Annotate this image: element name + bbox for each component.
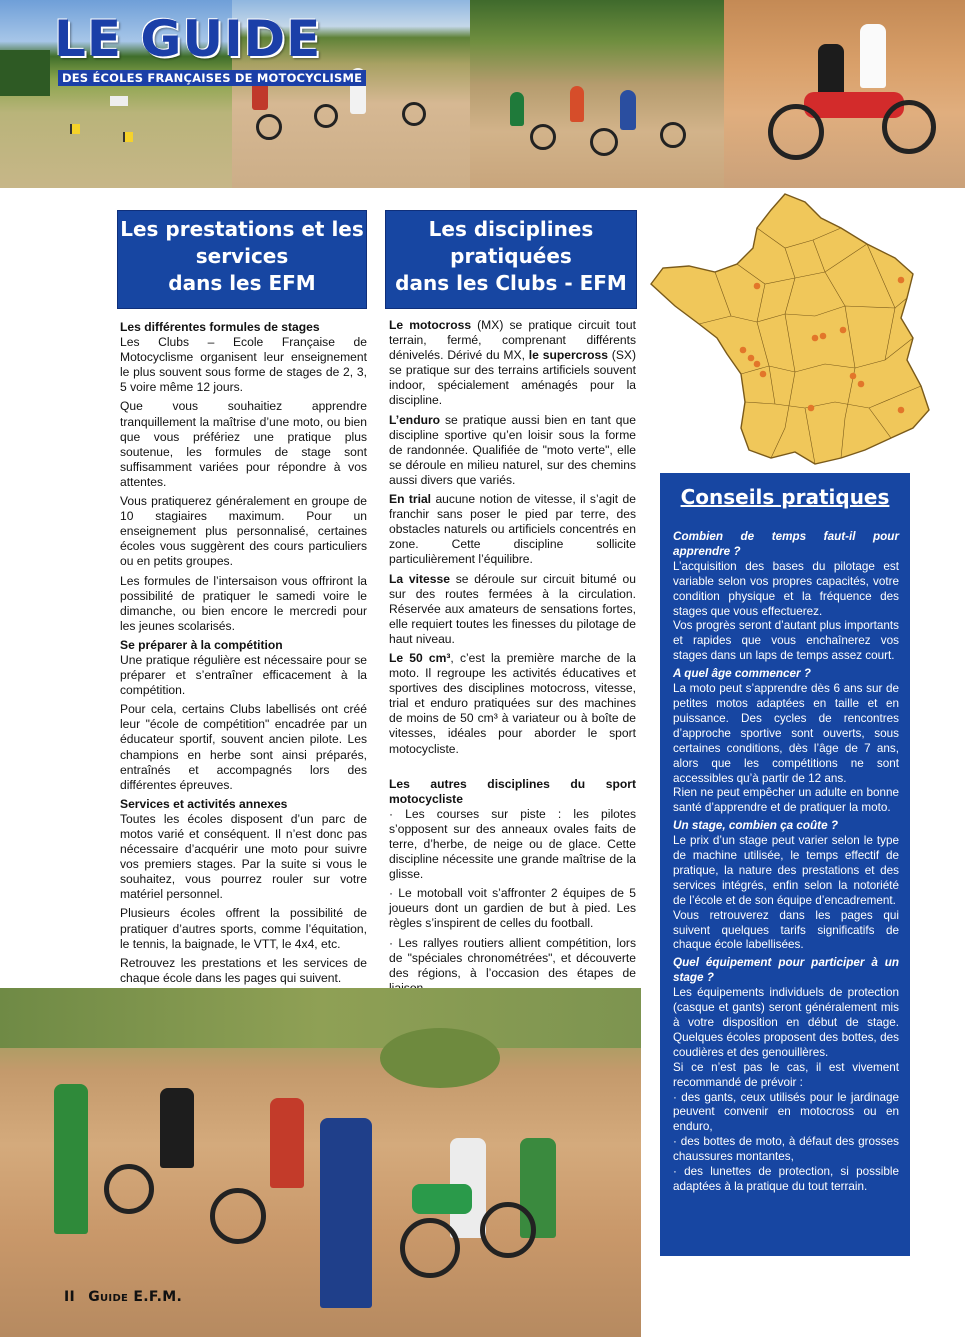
heading-line: dans les Clubs - EFM: [395, 271, 627, 295]
term: L’enduro: [389, 412, 441, 427]
section-title: Services et activités annexes: [120, 796, 288, 811]
paragraph: Pour cela, certains Clubs labellisés ont créé leur "école de compétition" encadrée par un éducateur sportif, souvent ancien pilote. Les champions en herbe sont ainsi préparés, entraînés et accompagnés lors des différentes épreuves.: [120, 702, 367, 792]
term: le supercross: [528, 348, 608, 363]
question: Combien de temps faut-il pour apprendre ?: [673, 530, 899, 558]
bike-wheel: [400, 1218, 460, 1278]
section-title: Les autres disciplines du sport motocycliste: [389, 776, 636, 806]
conseils-body: [673, 527, 899, 1195]
instructor: [860, 24, 886, 88]
heading-line: services: [195, 244, 289, 268]
answer: · des lunettes de protection, si possible adaptées à la pratique du tout terrain.: [673, 1165, 899, 1193]
bike-wheel: [480, 1202, 536, 1258]
column-disciplines: [389, 318, 636, 1000]
text: , c’est la première marche de la moto. Il regroupe les activités éducatives et sportives des disciplines motocross, vitesse, trial et enduro pratiquées sur des machines de moins de 50 cm³ à variateur ou à boîte de vitesses, idéales pour aborder le sport motocycliste.: [389, 650, 636, 756]
bike-wheel: [210, 1188, 266, 1244]
bike-wheel: [256, 114, 282, 140]
bike-wheel: [530, 124, 556, 150]
school-marker: [812, 335, 819, 342]
bike-wheel: [590, 128, 618, 156]
column-prestations: [120, 318, 367, 990]
bike-wheel: [660, 122, 686, 148]
paragraph: · Les rallyes routiers allient compétition, lors de "spéciales chronométrées", et découverte des régions, à l’occasion des étapes de: [389, 935, 636, 980]
france-outline: [651, 194, 929, 464]
answer: Rien ne peut empêcher un adulte en bonne santé d’apprendre et de pratiquer la moto.: [673, 786, 899, 815]
text: (SX) se pratique sur des terrains artificiels souvent indoor, spécialement aménagés pour la discipline.: [389, 348, 636, 408]
conseils-title: Conseils pratiques: [680, 485, 890, 509]
rider-child: [54, 1084, 88, 1234]
answer: Le prix d’un stage peut varier selon le type de machine utilisée, le temps effectif de pratique, la nature des prestations et des services intégrés, enfin selon la notoriété de l’école et de son équipe d’encadrement.: [673, 834, 899, 907]
answer: Si ce n’est pas le cas, il est vivement recommandé de prévoir :: [673, 1060, 899, 1089]
answer: Vos progrès seront d’autant plus importants et rapides que vous enchaînerez vos stages dans un laps de temps assez court.: [673, 619, 899, 663]
answer: · des gants, ceux utilisés pour le jardinage peuvent convenir en motocross ou en enduro,: [673, 1090, 899, 1134]
answer: Les équipements individuels de protection (casque et gants) seront généralement mis à votre disposition en début de stage. Quelques écoles proposent des bottes, des coudières et des genouillères.: [673, 986, 899, 1059]
answer: La moto peut s’apprendre dès 6 ans sur de petites motos adaptées en taille et en puissance. Des cycles de rencontres d’approche sportive sont ouverts, sous certaines conditions, dès l’âge de 7 ans, alors que les compétitions ne sont accessibles qu’à partir de 12 ans.: [673, 682, 899, 785]
bottom-photo-riders: [0, 988, 641, 1337]
photo-instructor: [724, 0, 965, 188]
rider: [620, 90, 636, 130]
paragraph: Vous pratiquerez généralement en groupe de 10 stagiaires maximum. Pour un enseignement plus personnalisé, certaines écoles vous suggèrent des cours particuliers ou en petits groupes.: [120, 494, 367, 569]
tree-cluster: [0, 50, 50, 96]
text: se déroule sur circuit bitumé ou sur des routes fermées à la circulation. Réservée aux amateurs de sensations fortes, elle requiert toutes les finesses du pilotage de haut niveau.: [389, 571, 636, 646]
answer: · des bottes de moto, à défaut des grosses chaussures montantes,: [673, 1135, 899, 1164]
green-motorbike: [412, 1184, 472, 1214]
heading-prestations: [118, 211, 366, 308]
footer-label: Guide E.F.M.: [88, 1289, 183, 1305]
paragraph: · Les courses sur piste : les pilotes s’opposent sur des anneaux ovales faits de terre, d’herbe, de neige ou de glace. Cette discipline nécessite une grande maîtrise de la glisse.: [389, 806, 636, 882]
term: Le 50 cm³: [389, 650, 451, 665]
rider: [270, 1098, 304, 1188]
bike-wheel: [882, 100, 936, 154]
paragraph: Que vous souhaitiez apprendre tranquillement la maîtrise d’une moto, ou bien que vous préfériez une pratique plus soutenue, les formules de stage sont suffisamment variées pour répondre à vos attentes.: [120, 399, 367, 489]
school-marker: [820, 333, 827, 340]
flag-icon: [123, 132, 133, 142]
bike-wheel: [314, 104, 338, 128]
term: En trial: [389, 492, 432, 507]
school-marker: [740, 347, 747, 354]
rider: [510, 92, 524, 126]
question: A quel âge commencer ?: [673, 667, 811, 681]
sign-board: [110, 96, 128, 106]
guide-subtitle: DES ÉCOLES FRANÇAISES DE MOTOCYCLISME: [58, 70, 366, 86]
page-footer: [64, 1289, 182, 1305]
school-marker: [748, 355, 755, 362]
answer: Vous retrouverez dans les pages qui suivent quelques tarifs significatifs de chaque école labellisées.: [673, 908, 899, 952]
paragraph: Les formules de l’intersaison vous offriront la possibilité de pratiquer le samedi voire le dimanche, ou bien encore le mercredi pour les jeunes scolarisés.: [120, 573, 367, 633]
text: aucune notion de vitesse, il s’agit de franchir sans poser le pied par terre, des obstacles naturels ou artificiels concentrés en zone. Cette discipline sollicite particulièrement l’équilibre.: [389, 492, 636, 567]
bush: [380, 1028, 500, 1088]
school-marker: [808, 405, 815, 412]
school-marker: [760, 371, 767, 378]
school-marker: [858, 381, 865, 388]
school-marker: [754, 361, 761, 368]
school-marker: [898, 277, 905, 284]
rider: [160, 1088, 194, 1168]
paragraph-50cc: [389, 651, 636, 757]
question: Un stage, combien ça coûte ?: [673, 819, 838, 833]
paragraph: · Le motoball voit s’affronter 2 équipes de 5 joueurs dont un gardien de but à pied. Les règles s’inspirent de celles du football.: [389, 886, 636, 931]
heading-disciplines: [386, 211, 636, 308]
school-marker: [754, 283, 761, 290]
heading-line: dans les EFM: [168, 271, 316, 295]
hillside-bushes: [0, 988, 641, 1048]
france-map: [645, 188, 935, 470]
paragraph-trial: [389, 492, 636, 567]
paragraph: Retrouvez les prestations et les services de chaque école dans les pages qui suivent.: [120, 955, 367, 985]
paragraph-vitesse: [389, 572, 636, 647]
bike-wheel: [768, 104, 824, 160]
school-marker: [850, 373, 857, 380]
flag-icon: [70, 124, 80, 134]
school-marker: [840, 327, 847, 334]
paragraph: Plusieurs écoles offrent la possibilité de pratiquer d’autres sports, comme l’équitation, le tennis, la baignade, le VTT, le 4x4, etc.: [120, 906, 367, 951]
paragraph: Les Clubs – Ecole Française de Motocyclisme organisent leur enseignement le plus souvent sous forme de stages de 2, 3, 5 voire même 12 jours.: [120, 335, 367, 395]
paragraph-motocross: [389, 318, 636, 409]
term: Le motocross: [389, 318, 472, 332]
heading-line: Les prestations et les: [120, 217, 364, 241]
question: Quel équipement pour participer à un stage ?: [673, 956, 899, 985]
rider: [570, 86, 584, 122]
text: (MX) se pratique circuit tout terrain, fermé, comprenant différents dénivelés. Dérivé du MX,: [389, 318, 636, 363]
paragraph-enduro: [389, 413, 636, 488]
header-photo-band: [0, 0, 965, 188]
bike-wheel: [402, 102, 426, 126]
section-title: Les différentes formules de stages: [120, 320, 320, 334]
paragraph: Une pratique régulière est nécessaire pour se préparer et s’entraîner efficacement à la compétition.: [120, 652, 367, 698]
conseils-pratiques-box: [660, 473, 910, 1256]
page-number: II: [64, 1289, 76, 1305]
text: se pratique aussi bien en tant que discipline sportive qu’en loisir sous la forme de randonnée. Qualifiée de "moto verte", elle se déroule en milieu naturel, sur des chemins aussi divers que variés.: [389, 412, 636, 487]
section-title: Se préparer à la compétition: [120, 637, 283, 652]
instructor: [320, 1118, 372, 1308]
paragraph: Toutes les écoles disposent d’un parc de motos varié et conséquent. Il n’est donc pas nécessaire d’acquérir une moto pour suivre vos premiers stages. Par la suite si vous le souhaitez, vous pourrez rouler sur votre matériel personnel.: [120, 811, 367, 902]
heading-line: pratiquées: [450, 244, 572, 268]
answer: L’acquisition des bases du pilotage est variable selon vos propres capacités, votre condition physique et la fréquence des stages que vous effectuerez.: [673, 559, 899, 618]
term: La vitesse: [389, 571, 450, 586]
guide-title: LE GUIDE: [54, 10, 322, 68]
photo-riders-line: [470, 0, 724, 188]
school-marker: [898, 407, 905, 414]
heading-line: Les disciplines: [428, 217, 594, 241]
bike-wheel: [104, 1164, 154, 1214]
